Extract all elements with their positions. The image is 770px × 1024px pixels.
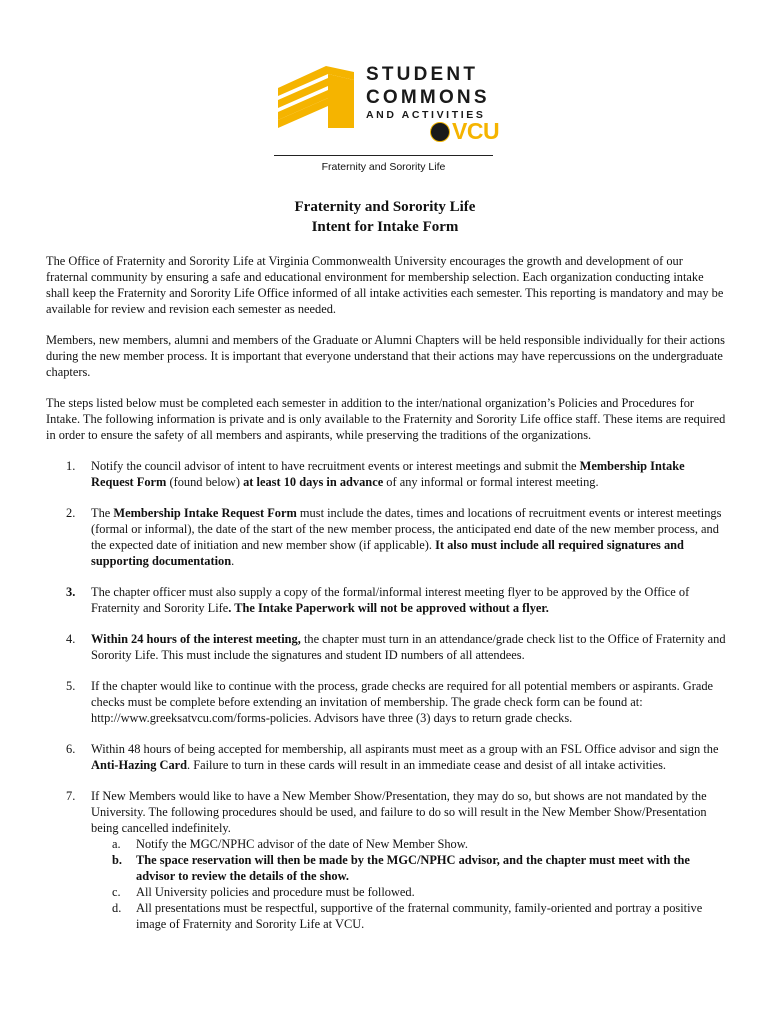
substep-letter: d.	[112, 901, 122, 915]
header-divider	[274, 155, 493, 156]
intro-paragraph: The Office of Fraternity and Sorority Life at Virginia Commonwealth University encourages the growth and development of our fraternal community by ensuring a safe and educational environment for membership selection. Each organization conducting intake shall keep the Fraternity and Sorority Life Office informed of all intake activities each semester. This reporting is mandatory and may be available for review and revision each semester as needed.	[46, 254, 724, 316]
substep-letter: a.	[112, 837, 121, 851]
substep-item: a. Notify the MGC/NPHC advisor of the date of New Member Show.	[112, 837, 468, 851]
steps-list	[46, 458, 726, 932]
step-item: 7. If New Members would like to have a New Member Show/Presentation, they may do so, but shows are not mandated by the University. The following procedures should be used, and failure to do so will result in the New Member Show/Presentation being cancelled indefinitely. a. Notify the MGC/NPHC advisor of the date of New Member Show. b. The space reservation will then be made by the MGC/NPHC advisor, and the chapter must meet with the advisor to review the details of the show. c. All University policies and procedure must be followed. d. All presentations must be respectful, supportive of the fraternal community, family-oriented and portray a positive image of Fraternity and Sorority Life at VCU.	[46, 788, 726, 932]
substep-letter: b.	[112, 853, 122, 867]
step-item: 1. Notify the council advisor of intent to have recruitment events or interest meetings and submit the Membership Intake Request Form (found below) at least 10 days in advance of any informal or formal interest meeting.	[66, 459, 685, 489]
step-number: 6.	[66, 742, 76, 756]
step-number: 2.	[66, 506, 76, 520]
responsibility-paragraph: Members, new members, alumni and members of the Graduate or Alumni Chapters will be held responsible individually for their actions during the new member process. It is important that everyone understand that their actions may have repercussions on the undergraduate chapters.	[46, 333, 725, 379]
university-seal-icon	[430, 122, 450, 142]
show-procedures-list	[91, 836, 726, 932]
logo-line-commons: COMMONS	[366, 87, 490, 108]
step-number: 7.	[66, 789, 76, 803]
step-item: 2. The Membership Intake Request Form must include the dates, times and locations of recruitment events or interest meetings (formal or informal), the date of the start of the new member process, the anticipated end date of the new member process, and the expected date of initiation and new member show (if applicable). It also must include all required signatures and supporting documentation.	[66, 506, 722, 568]
substep-item: b. The space reservation will then be made by the MGC/NPHC advisor, and the chapter must meet with the advisor to review the details of the show.	[112, 853, 690, 883]
substep-item: c. All University policies and procedure must be followed.	[112, 885, 415, 899]
steps-intro-paragraph: The steps listed below must be completed each semester in addition to the inter/national organization’s Policies and Procedures for Intake. The following information is private and is only available to the Fraternity and Sorority Life office staff. These items are required in order to ensure the safety of all members and aspirants, while preserving the traditions of the organizations.	[46, 396, 726, 442]
building-logo-icon	[274, 62, 356, 130]
vcu-logo-text: VCU	[452, 118, 500, 144]
step-item: 5. If the chapter would like to continue with the process, grade checks are required for all potential members or aspirants. Grade checks must be complete before extending an invitation of membership. The grade check form can be found at: http://www.greeksatvcu.com/forms-policies. Advisors have three (3) days to return grade checks.	[66, 679, 714, 725]
doc-title-line1: Fraternity and Sorority Life	[294, 199, 476, 215]
step-number: 3.	[66, 585, 76, 599]
student-commons-logo	[274, 58, 504, 148]
logo-line-student: STUDENT	[366, 64, 479, 85]
unit-name: Fraternity and Sorority Life	[321, 161, 446, 173]
doc-title-line2: Intent for Intake Form	[311, 219, 459, 235]
substep-item: d. All presentations must be respectful, supportive of the fraternal community, family-oriented and portray a positive image of Fraternity and Sorority Life at VCU.	[112, 901, 703, 931]
step-number: 4.	[66, 632, 76, 646]
step-number: 1.	[66, 459, 76, 473]
step-item: 6. Within 48 hours of being accepted for membership, all aspirants must meet as a group with an FSL Office advisor and sign the Anti-Hazing Card. Failure to turn in these cards will result in an immediate cease and desist of all intake activities.	[66, 742, 719, 772]
step-item: 3. The chapter officer must also supply a copy of the formal/informal interest meeting flyer to be approved by the Office of Fraternity and Sorority Life. The Intake Paperwork will not be approved without a flyer.	[66, 585, 690, 615]
document-body	[46, 253, 726, 947]
step-number: 5.	[66, 679, 76, 693]
substep-letter: c.	[112, 885, 121, 899]
step-item: 4. Within 24 hours of the interest meeting, the chapter must turn in an attendance/grade check list to the Office of Fraternity and Sorority Life. This must include the signatures and student ID numbers of all attendees.	[66, 632, 726, 662]
logo-line-activities: AND ACTIVITIES	[366, 109, 486, 121]
